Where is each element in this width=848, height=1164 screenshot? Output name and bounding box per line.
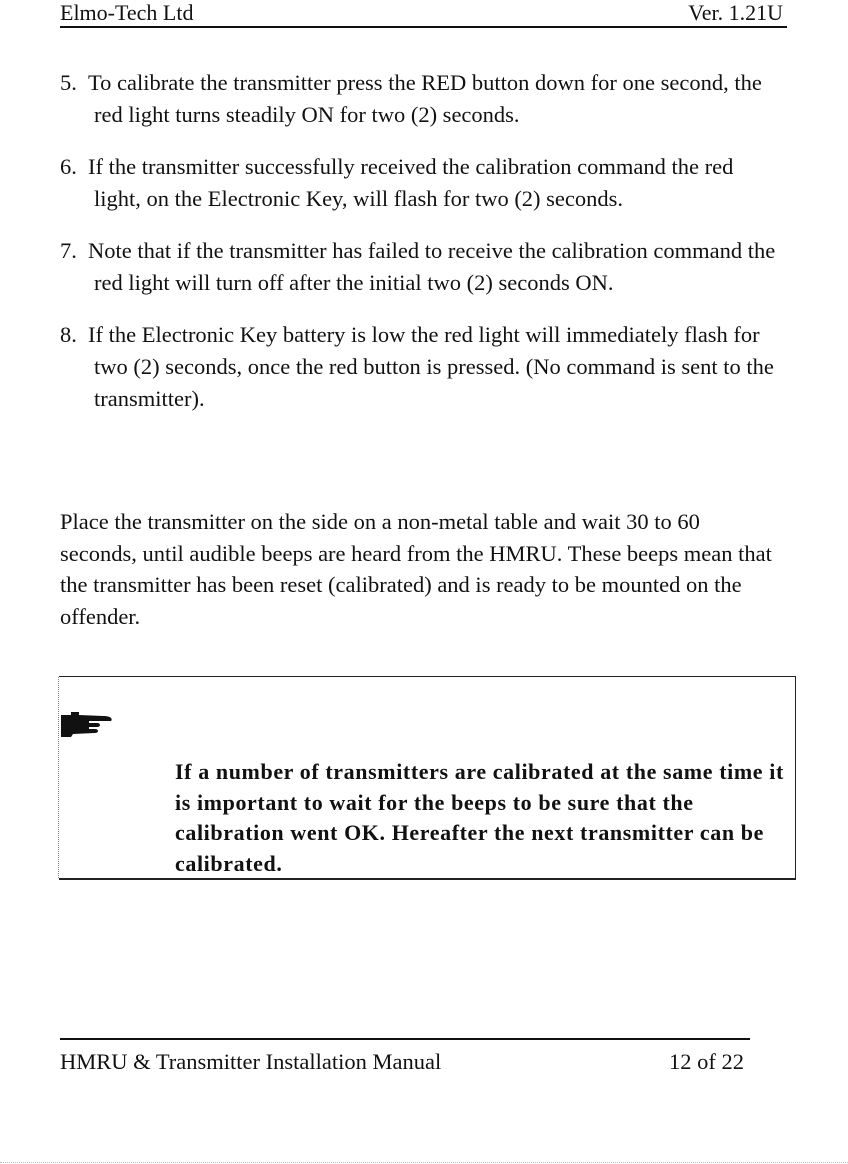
step-text: To calibrate the transmitter press the RED button down for one second, the red light turns steadily ON for two (2) seconds.	[88, 70, 762, 127]
page-number: 12 of 22	[669, 1049, 744, 1074]
calibration-steps	[60, 67, 780, 435]
company-name: Elmo-Tech Ltd	[60, 0, 194, 25]
manual-title: HMRU & Transmitter Installation Manual	[60, 1049, 442, 1074]
page-header	[60, 0, 787, 28]
page-footer	[60, 1038, 750, 1080]
document-version: Ver. 1.21U	[688, 0, 783, 25]
step-text: If the Electronic Key battery is low the red light will immediately flash for two (2) seconds, once the red button is pressed. (No command is sent to the transmitter).	[88, 322, 774, 411]
step-number: 8.	[60, 322, 77, 347]
pointing-hand-icon	[59, 707, 139, 742]
step-number: 6.	[60, 154, 77, 179]
scan-artifact-line	[0, 1158, 848, 1163]
step-text: Note that if the transmitter has failed to receive the calibration command the red light will turn off after the initial two (2) seconds ON.	[88, 238, 776, 295]
list-item	[60, 151, 780, 215]
list-item	[60, 235, 780, 299]
step-number: 5.	[60, 70, 77, 95]
instruction-paragraph: Place the transmitter on the side on a non-metal table and wait 30 to 60 seconds, until audible beeps are heard from the HMRU. These beeps mean that the transmitter has been reset (calibrated) and is ready to be mounted on the offender.	[60, 509, 772, 629]
step-text: If the transmitter successfully received the calibration command the red light, on the Electronic Key, will flash for two (2) seconds.	[88, 154, 734, 211]
list-item	[60, 319, 780, 415]
note-text: If a number of transmitters are calibrated at the same time it is important to wait for the beeps to be sure that the calibration went OK. Hereafter the next transmitter can be calibrated.	[175, 759, 784, 876]
note-box	[59, 676, 796, 880]
step-number: 7.	[60, 238, 77, 263]
list-item	[60, 67, 780, 131]
